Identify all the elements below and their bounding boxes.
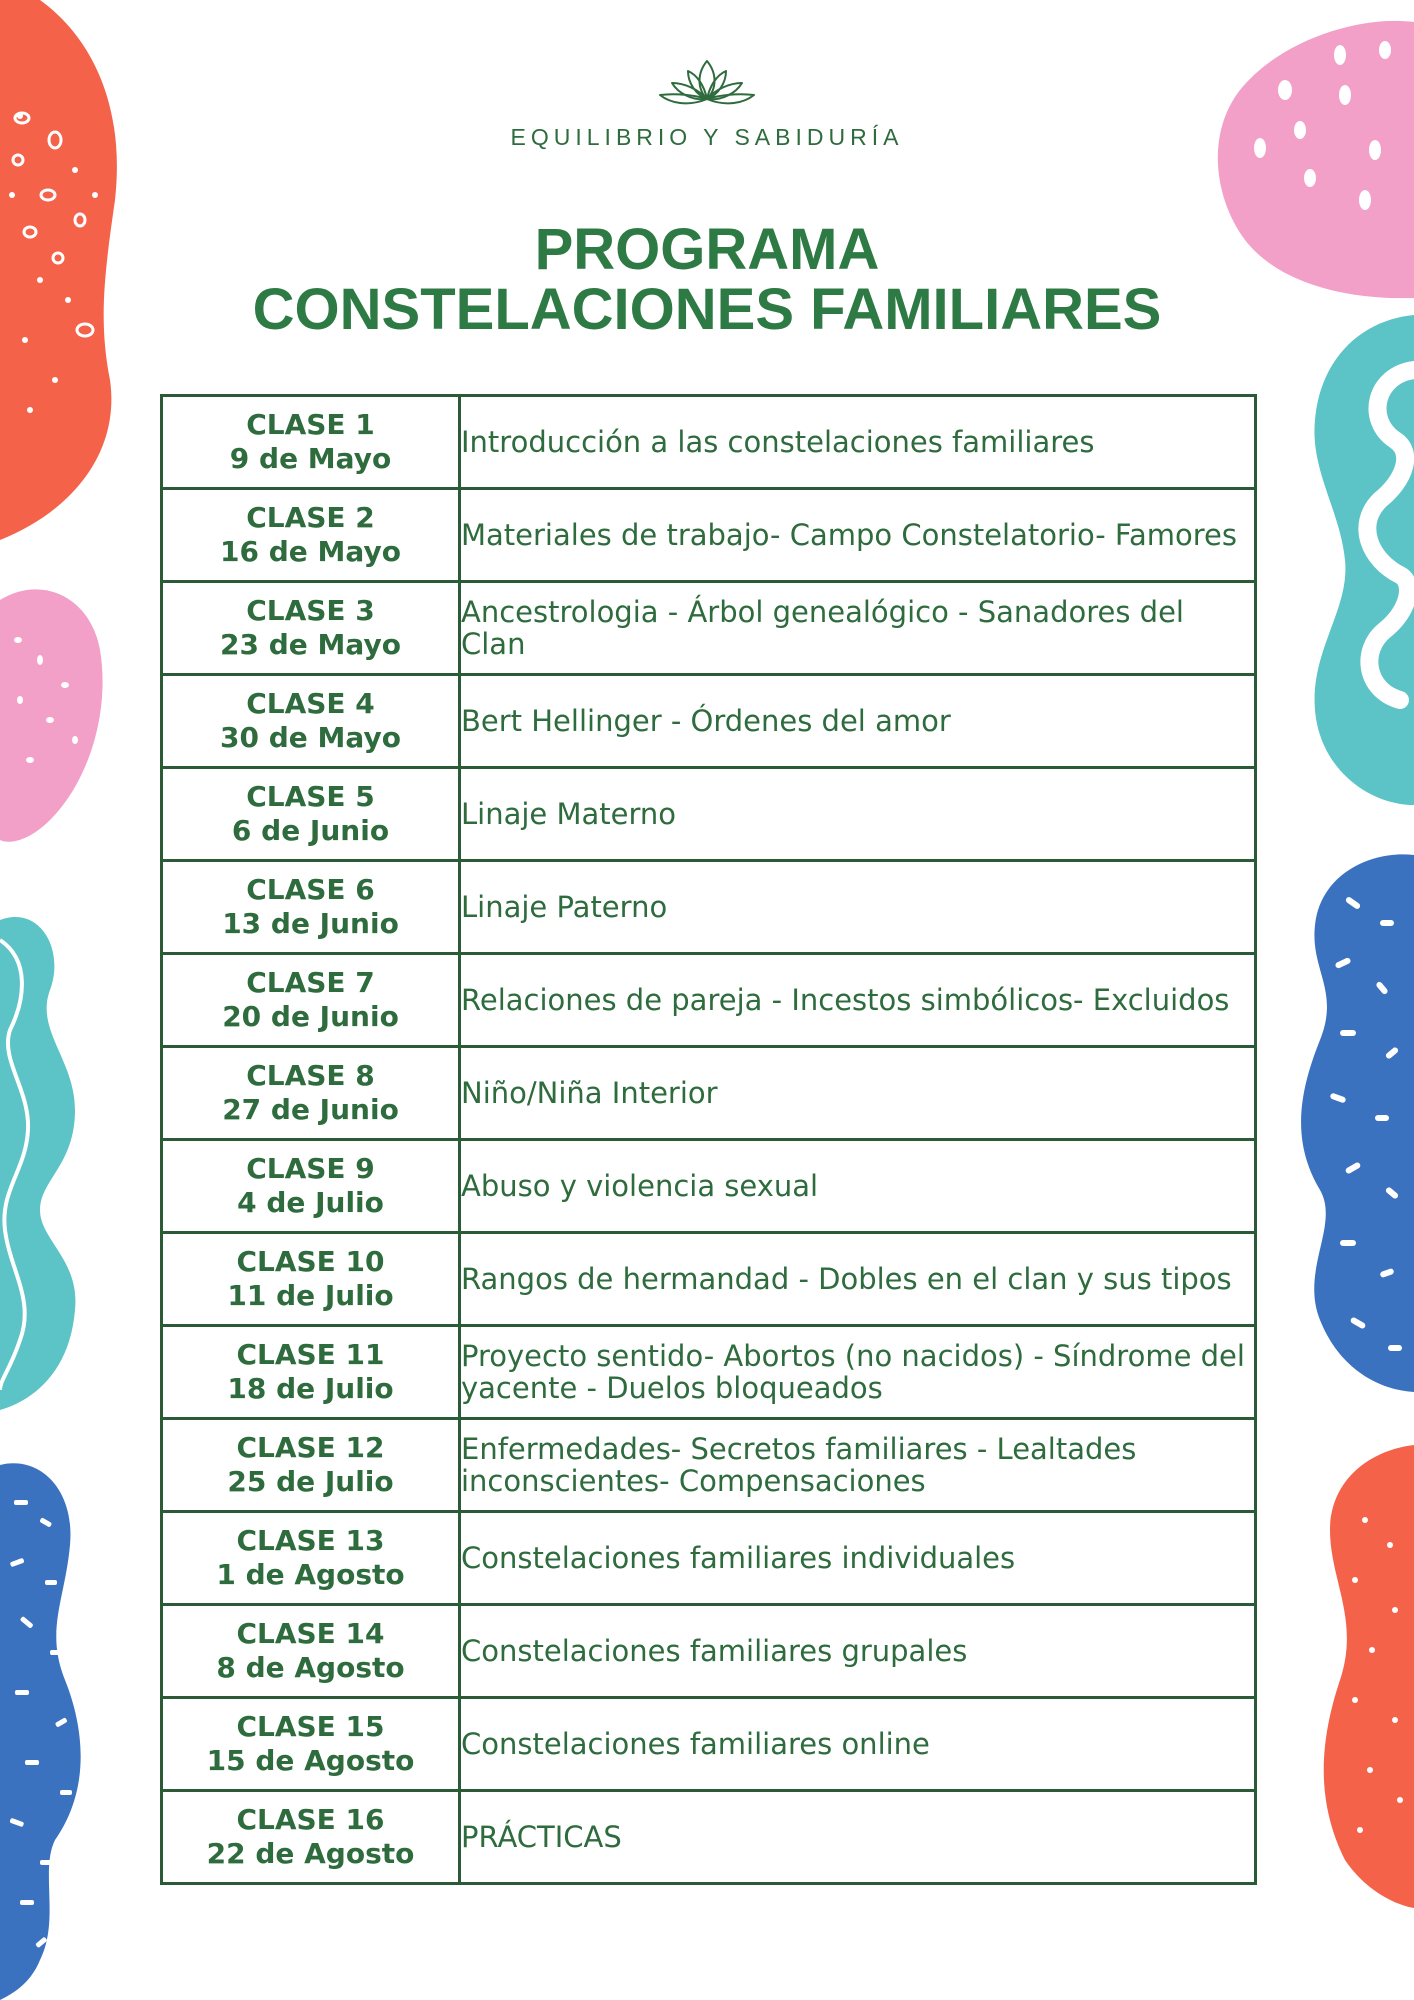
- class-date: 9 de Mayo: [229, 442, 392, 475]
- class-date: 22 de Agosto: [206, 1837, 415, 1870]
- class-label: CLASE 6: [246, 873, 375, 906]
- class-topic: Materiales de trabajo- Campo Constelatorio- Famores: [460, 489, 1256, 582]
- class-label: CLASE 5: [246, 780, 375, 813]
- class-label: CLASE 2: [246, 501, 375, 534]
- class-topic: Constelaciones familiares grupales: [460, 1605, 1256, 1698]
- class-topic: Linaje Paterno: [460, 861, 1256, 954]
- brand-name: EQUILIBRIO Y SABIDURÍA: [510, 124, 904, 150]
- class-label: CLASE 15: [236, 1710, 385, 1743]
- class-cell: [162, 1512, 460, 1605]
- table-row: [162, 582, 1256, 675]
- table-row: [162, 489, 1256, 582]
- class-date: 15 de Agosto: [206, 1744, 415, 1777]
- class-cell: [162, 489, 460, 582]
- table-row: [162, 396, 1256, 489]
- class-topic: Bert Hellinger - Órdenes del amor: [460, 675, 1256, 768]
- class-cell: [162, 582, 460, 675]
- class-date: 16 de Mayo: [220, 535, 401, 568]
- class-topic: Niño/Niña Interior: [460, 1047, 1256, 1140]
- class-cell: [162, 1233, 460, 1326]
- table-row: [162, 1233, 1256, 1326]
- class-date: 4 de Julio: [237, 1186, 384, 1219]
- class-label: CLASE 13: [236, 1524, 385, 1557]
- page-title-line1: PROGRAMA: [534, 217, 880, 282]
- coral-blob-right: [1324, 1445, 1414, 1908]
- class-date: 8 de Agosto: [216, 1651, 405, 1684]
- class-label: CLASE 14: [236, 1617, 385, 1650]
- table-row: [162, 1326, 1256, 1419]
- table-row: [162, 1419, 1256, 1512]
- class-cell: [162, 1698, 460, 1791]
- class-topic: Rangos de hermandad - Dobles en el clan y sus tipos: [460, 1233, 1256, 1326]
- class-cell: [162, 1419, 460, 1512]
- class-label: CLASE 12: [236, 1431, 385, 1464]
- class-date: 11 de Julio: [227, 1279, 394, 1312]
- class-label: CLASE 11: [236, 1338, 385, 1371]
- table-row: [162, 1047, 1256, 1140]
- class-topic: Introducción a las constelaciones familiares: [460, 396, 1256, 489]
- class-date: 30 de Mayo: [220, 721, 401, 754]
- pink-blob-left: [0, 589, 103, 841]
- class-date: 27 de Junio: [222, 1093, 399, 1126]
- class-cell: [162, 861, 460, 954]
- class-cell: [162, 768, 460, 861]
- table-row: [162, 675, 1256, 768]
- class-cell: [162, 1326, 460, 1419]
- table-row: [162, 1140, 1256, 1233]
- class-date: 13 de Junio: [222, 907, 399, 940]
- teal-blob-right: [1314, 315, 1414, 805]
- class-topic: Proyecto sentido- Abortos (no nacidos) - Síndrome del yacente - Duelos bloqueados: [460, 1326, 1256, 1419]
- table-row: [162, 954, 1256, 1047]
- class-date: 20 de Junio: [222, 1000, 399, 1033]
- class-cell: [162, 1791, 460, 1884]
- class-date: 23 de Mayo: [220, 628, 401, 661]
- class-date: 1 de Agosto: [216, 1558, 405, 1591]
- schedule-table: [160, 394, 1257, 1885]
- table-row: [162, 1512, 1256, 1605]
- class-topic: Abuso y violencia sexual: [460, 1140, 1256, 1233]
- class-cell: [162, 1140, 460, 1233]
- blue-blob-right: [1301, 854, 1414, 1392]
- class-topic: Ancestrologia - Árbol genealógico - Sanadores del Clan: [460, 582, 1256, 675]
- class-label: CLASE 4: [246, 687, 375, 720]
- class-topic: Linaje Materno: [460, 768, 1256, 861]
- class-label: CLASE 10: [236, 1245, 385, 1278]
- table-row: [162, 768, 1256, 861]
- table-row: [162, 1791, 1256, 1884]
- class-cell: [162, 954, 460, 1047]
- class-label: CLASE 16: [236, 1803, 385, 1836]
- table-row: [162, 1605, 1256, 1698]
- class-label: CLASE 8: [246, 1059, 375, 1092]
- class-date: 18 de Julio: [227, 1372, 394, 1405]
- class-cell: [162, 1605, 460, 1698]
- table-row: [162, 1698, 1256, 1791]
- class-label: CLASE 9: [246, 1152, 375, 1185]
- page-title-line2: CONSTELACIONES FAMILIARES: [252, 277, 1162, 342]
- teal-blob-left: [0, 917, 75, 1410]
- class-date: 6 de Junio: [231, 814, 390, 847]
- table-row: [162, 861, 1256, 954]
- class-cell: [162, 1047, 460, 1140]
- class-topic: Enfermedades- Secretos familiares - Lealtades inconscientes- Compensaciones: [460, 1419, 1256, 1512]
- class-date: 25 de Julio: [227, 1465, 394, 1498]
- class-cell: [162, 675, 460, 768]
- class-topic: Relaciones de pareja - Incestos simbólicos- Excluidos: [460, 954, 1256, 1047]
- class-label: CLASE 1: [246, 408, 375, 441]
- class-topic: PRÁCTICAS: [460, 1791, 1256, 1884]
- class-label: CLASE 7: [246, 966, 375, 999]
- class-label: CLASE 3: [246, 594, 375, 627]
- class-cell: [162, 396, 460, 489]
- class-topic: Constelaciones familiares individuales: [460, 1512, 1256, 1605]
- lotus-icon: [652, 55, 762, 115]
- blue-blob-left: [0, 1463, 81, 2000]
- class-topic: Constelaciones familiares online: [460, 1698, 1256, 1791]
